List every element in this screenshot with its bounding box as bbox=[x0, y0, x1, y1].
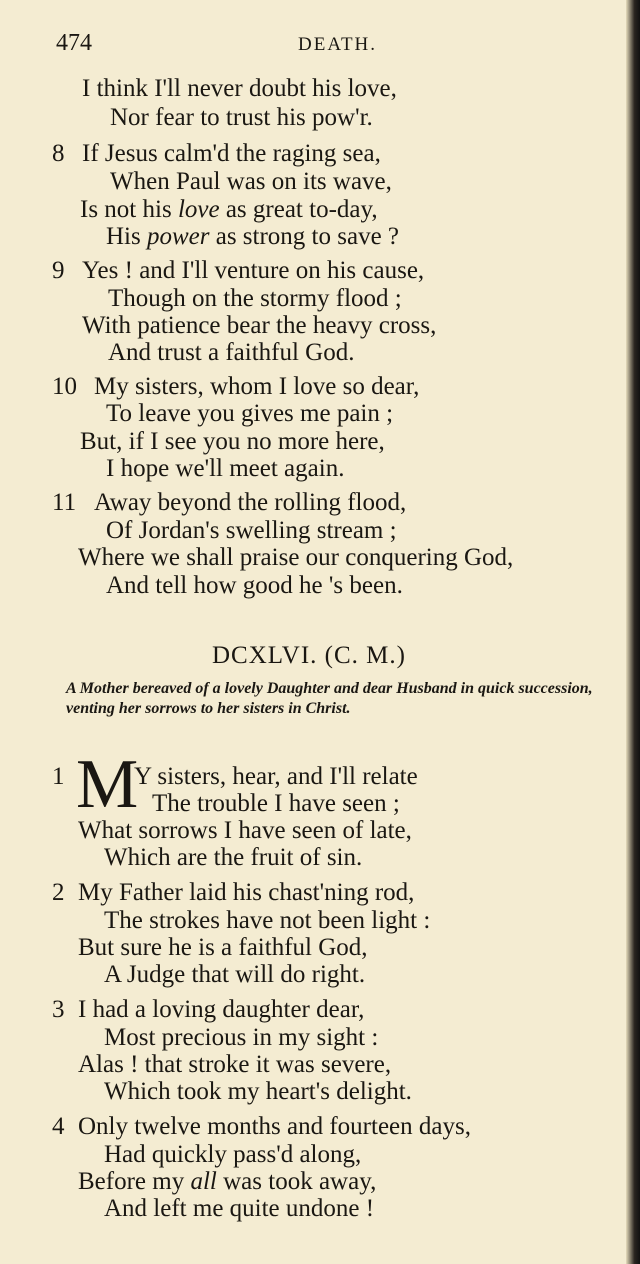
verse-line: A Judge that will do right. bbox=[104, 961, 366, 988]
verse-line: And tell how good he 's been. bbox=[106, 572, 403, 599]
verse-line: Most precious in my sight : bbox=[104, 1024, 379, 1051]
verse-line: When Paul was on its wave, bbox=[110, 168, 392, 195]
emphasis: love bbox=[177, 196, 220, 223]
hymn-title: DCXLVI. (C. M.) bbox=[212, 642, 406, 669]
drop-cap: M bbox=[76, 746, 139, 823]
verse-line: Is not his love as great to-day, bbox=[80, 196, 378, 223]
verse-line: But, if I see you no more here, bbox=[80, 428, 385, 455]
verse-line: Which are the fruit of sin. bbox=[104, 844, 363, 871]
hymn-subtitle: A Mother bereaved of a lovely Daughter and dear Husband in quick succession, venting her sorrows to her sisters in Christ. bbox=[66, 680, 593, 717]
verse-line: His power as strong to save ? bbox=[106, 223, 400, 250]
verse-line: Though on the stormy flood ; bbox=[108, 285, 402, 312]
verse-line: Y sisters, hear, and I'll relate bbox=[134, 763, 418, 790]
stanza-number: 3 bbox=[52, 996, 65, 1023]
verse-line: The trouble I have seen ; bbox=[152, 790, 400, 817]
emphasis: power bbox=[146, 223, 210, 250]
verse-line: Yes ! and I'll venture on his cause, bbox=[82, 257, 425, 284]
verse-line: My sisters, whom I love so dear, bbox=[94, 373, 420, 400]
verse-line: Had quickly pass'd along, bbox=[104, 1141, 362, 1168]
page-header bbox=[56, 30, 616, 64]
verse-line: The strokes have not been light : bbox=[104, 907, 431, 934]
emphasis: all bbox=[190, 1168, 217, 1195]
verse-line: I had a loving daughter dear, bbox=[78, 996, 365, 1023]
verse-line: Alas ! that stroke it was severe, bbox=[78, 1051, 392, 1078]
page-number: 474 bbox=[56, 30, 92, 56]
verse-line: Of Jordan's swelling stream ; bbox=[106, 517, 397, 544]
verse-line: What sorrows I have seen of late, bbox=[78, 817, 412, 844]
stanza-number: 10 bbox=[52, 373, 77, 400]
verse-line: My Father laid his chast'ning rod, bbox=[78, 879, 415, 906]
stanza-number: 4 bbox=[52, 1113, 65, 1140]
verse-line: Where we shall praise our conquering God, bbox=[78, 544, 514, 571]
stanza-number: 1 bbox=[52, 763, 65, 790]
verse-line: Nor fear to trust his pow'r. bbox=[110, 104, 373, 131]
verse-line: To leave you gives me pain ; bbox=[106, 400, 394, 427]
book-spine-edge bbox=[626, 0, 640, 1264]
stanza-number: 2 bbox=[52, 879, 65, 906]
verse-line: With patience bear the heavy cross, bbox=[82, 312, 437, 339]
verse-line: I hope we'll meet again. bbox=[106, 455, 345, 482]
stanza-number: 11 bbox=[52, 489, 77, 516]
verse-line: But sure he is a faithful God, bbox=[78, 934, 368, 961]
verse-line: I think I'll never doubt his love, bbox=[82, 75, 397, 102]
verse-line: Which took my heart's delight. bbox=[104, 1078, 412, 1105]
stanza-number: 8 bbox=[52, 140, 65, 167]
stanza-number: 9 bbox=[52, 257, 65, 284]
verse-line: Only twelve months and fourteen days, bbox=[78, 1113, 471, 1140]
verse-line: Before my all was took away, bbox=[78, 1168, 377, 1195]
verse-line: If Jesus calm'd the raging sea, bbox=[82, 140, 381, 167]
verse-line: And left me quite undone ! bbox=[104, 1195, 375, 1222]
verse-line: Away beyond the rolling flood, bbox=[94, 489, 407, 516]
verse-line: And trust a faithful God. bbox=[108, 339, 355, 366]
running-head: DEATH. bbox=[298, 34, 378, 55]
